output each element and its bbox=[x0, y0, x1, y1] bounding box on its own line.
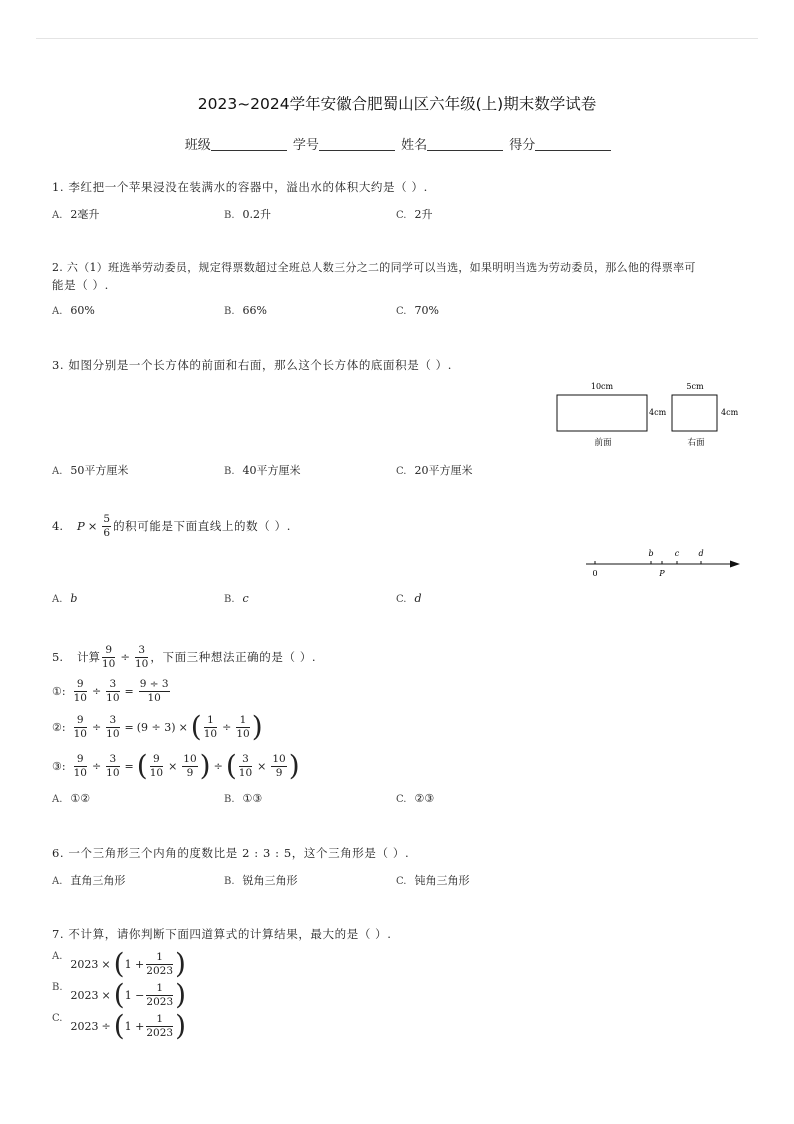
fraction-denominator: 9 bbox=[186, 766, 194, 779]
option-text: 20平方厘米 bbox=[414, 464, 473, 477]
q1-option-b[interactable] bbox=[224, 206, 271, 222]
front-width-label: 10cm bbox=[590, 382, 614, 391]
option-text: d bbox=[414, 592, 422, 605]
q3-option-b[interactable] bbox=[224, 462, 301, 478]
option-text: ①③ bbox=[242, 792, 263, 805]
fraction-numerator: 1 bbox=[146, 951, 173, 965]
fraction bbox=[182, 753, 197, 780]
option-letter: C. bbox=[396, 876, 407, 887]
option-letter: B. bbox=[52, 982, 63, 993]
method-3-label: ③: bbox=[52, 759, 66, 773]
question-2-options bbox=[52, 304, 652, 324]
option-letter: B. bbox=[224, 794, 235, 805]
q6-option-a[interactable] bbox=[52, 872, 125, 888]
option-letter: C. bbox=[52, 1013, 63, 1024]
question-2-line-1: 2. 六（1）班选举劳动委员，规定得票数超过全班总人数三分之二的同学可以当选，如果明明当选为劳动委员，那么他的得票率可 bbox=[52, 261, 696, 274]
fraction bbox=[146, 982, 173, 1009]
option-text: c bbox=[242, 592, 249, 605]
fraction-denominator: 10 bbox=[147, 691, 161, 704]
fraction bbox=[236, 714, 249, 741]
q4-number: 4. bbox=[52, 519, 63, 533]
option-text: ①② bbox=[70, 792, 91, 805]
method-2-label: ②: bbox=[52, 720, 66, 734]
right-paren: ) bbox=[251, 710, 263, 743]
fraction bbox=[106, 753, 119, 780]
option-letter: B. bbox=[224, 466, 235, 477]
fraction-denominator: 9 bbox=[275, 766, 283, 779]
option-inner: 1 − bbox=[124, 988, 145, 1002]
fraction bbox=[74, 714, 87, 741]
option-letter: A. bbox=[52, 306, 63, 317]
left-paren: ( bbox=[136, 749, 148, 782]
fraction bbox=[106, 714, 119, 741]
fraction-denominator: 6 bbox=[103, 526, 111, 539]
fraction-denominator: 10 bbox=[203, 727, 218, 740]
option-letter: C. bbox=[396, 306, 407, 317]
fraction-numerator: 9 bbox=[74, 714, 87, 728]
fraction bbox=[239, 753, 252, 780]
fraction-denominator: 2023 bbox=[146, 964, 174, 977]
fraction bbox=[139, 678, 170, 705]
equals-sign: = bbox=[124, 720, 134, 734]
right-paren: ) bbox=[175, 1009, 187, 1042]
q4-option-b[interactable] bbox=[224, 592, 249, 605]
divide-sign: ÷ bbox=[222, 720, 232, 734]
option-text: 50平方厘米 bbox=[70, 464, 129, 477]
fraction bbox=[271, 753, 286, 780]
right-paren: ) bbox=[288, 749, 300, 782]
q5-method-3 bbox=[52, 751, 300, 781]
question-6-options bbox=[52, 872, 652, 892]
fraction-numerator: 10 bbox=[183, 752, 197, 765]
left-paren: ( bbox=[113, 978, 125, 1011]
fraction-numerator: 3 bbox=[106, 678, 119, 692]
option-operator: × bbox=[101, 957, 111, 971]
fraction-numerator: 9 bbox=[74, 753, 87, 767]
fraction-numerator: 5 bbox=[103, 512, 111, 525]
fraction-denominator: 10 bbox=[106, 691, 120, 704]
q7-option-a[interactable] bbox=[52, 949, 186, 979]
fraction-numerator: 1 bbox=[146, 1013, 173, 1027]
front-height-label: 4cm bbox=[649, 408, 667, 417]
q5-method-2 bbox=[52, 712, 263, 742]
method-1-label: ①: bbox=[52, 684, 66, 698]
q1-option-c[interactable] bbox=[396, 206, 432, 222]
q6-option-c[interactable] bbox=[396, 872, 469, 888]
option-text: 直角三角形 bbox=[70, 874, 126, 887]
left-paren: ( bbox=[113, 1009, 125, 1042]
option-operator: × bbox=[101, 988, 111, 1002]
fraction-denominator: 10 bbox=[238, 766, 253, 779]
info-name-blank[interactable] bbox=[427, 137, 503, 151]
fraction-3-10 bbox=[135, 644, 148, 671]
label-b: b bbox=[648, 549, 654, 558]
question-6-text: 6. 一个三角形三个内角的度数比是 2 : 3 : 5，这个三角形是（ ）. bbox=[52, 846, 410, 860]
fraction-denominator: 10 bbox=[106, 727, 120, 740]
question-2-line-2: 能是（ ）. bbox=[52, 278, 109, 292]
option-text: 70% bbox=[414, 304, 439, 317]
q2-option-c[interactable] bbox=[396, 304, 439, 317]
right-face-label: 右面 bbox=[687, 438, 705, 448]
question-3-text: 3. 如图分别是一个长方体的前面和右面，那么这个长方体的底面积是（ ）. bbox=[52, 358, 453, 372]
q3-option-c[interactable] bbox=[396, 462, 472, 478]
option-letter: C. bbox=[396, 794, 407, 805]
number-line-arrow bbox=[730, 561, 740, 568]
times-sign: × bbox=[168, 759, 178, 773]
fraction-numerator: 9 bbox=[150, 753, 163, 767]
option-letter: A. bbox=[52, 466, 63, 477]
label-c: c bbox=[674, 549, 680, 558]
q5-method-1 bbox=[52, 676, 172, 706]
q6-option-b[interactable] bbox=[224, 872, 298, 888]
fraction-numerator: 9 bbox=[102, 644, 115, 658]
fraction-numerator: 1 bbox=[236, 714, 249, 728]
fraction-denominator: 10 bbox=[73, 766, 87, 779]
fraction-numerator: 10 bbox=[272, 752, 286, 765]
option-text: 60% bbox=[70, 304, 95, 317]
info-id-label: 学号 bbox=[292, 138, 319, 153]
q4-rest: 的积可能是下面直线上的数（ ）. bbox=[113, 519, 291, 533]
divide-sign: ÷ bbox=[213, 759, 223, 773]
q3-option-a[interactable] bbox=[52, 462, 128, 478]
fraction-denominator: 10 bbox=[101, 657, 116, 670]
option-text: 锐角三角形 bbox=[242, 874, 298, 887]
q5-option-b[interactable] bbox=[224, 792, 262, 805]
option-letter: A. bbox=[52, 951, 63, 962]
fraction-denominator: 10 bbox=[236, 727, 250, 740]
expression-text: (9 ÷ 3) bbox=[136, 720, 176, 734]
equals-sign: = bbox=[124, 759, 134, 773]
option-letter: A. bbox=[52, 876, 63, 887]
fraction bbox=[150, 753, 163, 780]
fraction-denominator: 10 bbox=[73, 691, 87, 704]
front-face-label: 前面 bbox=[594, 438, 612, 448]
times-sign: × bbox=[257, 759, 267, 773]
fraction bbox=[204, 714, 217, 741]
divide-sign: ÷ bbox=[91, 759, 102, 773]
divide-sign: ÷ bbox=[91, 684, 102, 698]
fraction bbox=[74, 753, 87, 780]
question-1-options bbox=[52, 206, 652, 226]
question-5-text bbox=[52, 642, 316, 672]
fraction-numerator: 3 bbox=[135, 644, 148, 658]
option-base: 2023 bbox=[70, 988, 99, 1002]
q4-option-a[interactable] bbox=[52, 592, 77, 605]
q7-option-c[interactable] bbox=[52, 1011, 186, 1041]
question-7-text: 7. 不计算，请你判断下面四道算式的计算结果，最大的是（ ）. bbox=[52, 927, 392, 941]
equals-sign: = bbox=[124, 684, 134, 698]
option-letter: B. bbox=[224, 210, 235, 221]
fraction-numerator: 3 bbox=[106, 753, 119, 767]
left-paren: ( bbox=[190, 710, 202, 743]
q4-variable: P bbox=[76, 519, 85, 533]
page-title: 2023~2024学年安徽合肥蜀山区六年级(上)期末数学试卷 bbox=[197, 95, 597, 113]
fraction-numerator: 9 bbox=[74, 678, 87, 692]
question-1-text: 1. 李红把一个苹果浸没在装满水的容器中，溢出水的体积大约是（ ）. bbox=[52, 180, 428, 194]
fraction-denominator: 10 bbox=[106, 766, 120, 779]
q7-option-b[interactable] bbox=[52, 980, 186, 1010]
top-rule bbox=[36, 38, 758, 39]
option-text: ②③ bbox=[414, 792, 435, 805]
option-text: 钝角三角形 bbox=[414, 874, 470, 887]
option-text: 2毫升 bbox=[70, 208, 100, 221]
info-name-label: 姓名 bbox=[401, 138, 428, 153]
fraction-numerator: 3 bbox=[106, 714, 119, 728]
fraction bbox=[74, 678, 87, 705]
q1-option-a[interactable] bbox=[52, 206, 99, 222]
q2-option-a[interactable] bbox=[52, 304, 95, 317]
q5-number: 5. bbox=[52, 650, 63, 664]
info-class-blank[interactable] bbox=[211, 137, 287, 151]
option-operator: ÷ bbox=[101, 1019, 111, 1033]
option-text: 2升 bbox=[414, 208, 433, 221]
right-width-label: 5cm bbox=[686, 382, 704, 391]
question-5-options bbox=[52, 792, 652, 812]
right-paren: ) bbox=[175, 978, 187, 1011]
info-class-label: 班级 bbox=[184, 138, 211, 153]
q4-fraction bbox=[102, 513, 111, 540]
divide-sign: ÷ bbox=[120, 650, 130, 664]
option-letter: C. bbox=[396, 594, 407, 605]
front-face-rect bbox=[557, 395, 647, 431]
option-base: 2023 bbox=[70, 1019, 99, 1033]
question-4-text bbox=[52, 511, 291, 541]
option-base: 2023 bbox=[70, 957, 99, 971]
option-letter: A. bbox=[52, 594, 63, 605]
option-text: 40平方厘米 bbox=[242, 464, 301, 477]
option-text: 66% bbox=[242, 304, 267, 317]
fraction-9-10 bbox=[102, 644, 115, 671]
option-letter: C. bbox=[396, 210, 407, 221]
label-p: P bbox=[659, 569, 665, 578]
right-paren: ) bbox=[199, 749, 211, 782]
q5-pre: 计算 bbox=[76, 650, 100, 664]
right-paren: ) bbox=[175, 947, 186, 980]
fraction-denominator: 10 bbox=[135, 657, 149, 670]
option-letter: B. bbox=[224, 594, 235, 605]
info-score-blank[interactable] bbox=[535, 137, 611, 151]
fraction-denominator: 2023 bbox=[146, 995, 174, 1008]
option-text: 0.2升 bbox=[242, 208, 272, 221]
fraction-denominator: 2023 bbox=[146, 1026, 174, 1039]
option-letter: B. bbox=[224, 306, 235, 317]
option-inner: 1 + bbox=[124, 1019, 145, 1033]
fraction-denominator: 10 bbox=[73, 727, 87, 740]
right-height-label: 4cm bbox=[721, 408, 739, 417]
number-line-figure bbox=[580, 544, 746, 580]
fraction bbox=[106, 678, 119, 705]
option-letter: A. bbox=[52, 210, 63, 221]
q4-times-sign: × bbox=[87, 519, 98, 533]
cuboid-views-figure bbox=[548, 378, 748, 454]
option-letter: B. bbox=[224, 876, 235, 887]
fraction-numerator: 1 bbox=[146, 982, 173, 996]
fraction bbox=[146, 951, 173, 978]
times-sign: × bbox=[178, 720, 188, 734]
fraction-numerator: 9 ÷ 3 bbox=[139, 677, 169, 690]
info-score-label: 得分 bbox=[509, 138, 536, 153]
q2-option-b[interactable] bbox=[224, 304, 267, 317]
fraction-numerator: 3 bbox=[239, 753, 252, 767]
q5-post: ，下面三种想法正确的是（ ）. bbox=[150, 650, 317, 664]
option-inner: 1 + bbox=[124, 957, 145, 971]
fraction-numerator: 1 bbox=[204, 714, 217, 728]
left-paren: ( bbox=[113, 947, 125, 980]
option-letter: A. bbox=[52, 794, 63, 805]
fraction-denominator: 10 bbox=[149, 766, 164, 779]
question-3-options bbox=[52, 462, 652, 482]
q4-option-c[interactable] bbox=[396, 592, 422, 605]
info-id-blank[interactable] bbox=[319, 137, 395, 151]
fraction bbox=[146, 1013, 173, 1040]
student-info-line bbox=[0, 134, 794, 153]
option-text: b bbox=[70, 592, 78, 605]
q5-option-a[interactable] bbox=[52, 792, 90, 805]
q5-option-c[interactable] bbox=[396, 792, 434, 805]
label-d: d bbox=[698, 549, 704, 558]
option-letter: C. bbox=[396, 466, 407, 477]
question-4-options bbox=[52, 592, 652, 612]
right-face-rect bbox=[672, 395, 717, 431]
divide-sign: ÷ bbox=[91, 720, 102, 734]
label-zero: 0 bbox=[592, 569, 598, 578]
left-paren: ( bbox=[225, 749, 237, 782]
